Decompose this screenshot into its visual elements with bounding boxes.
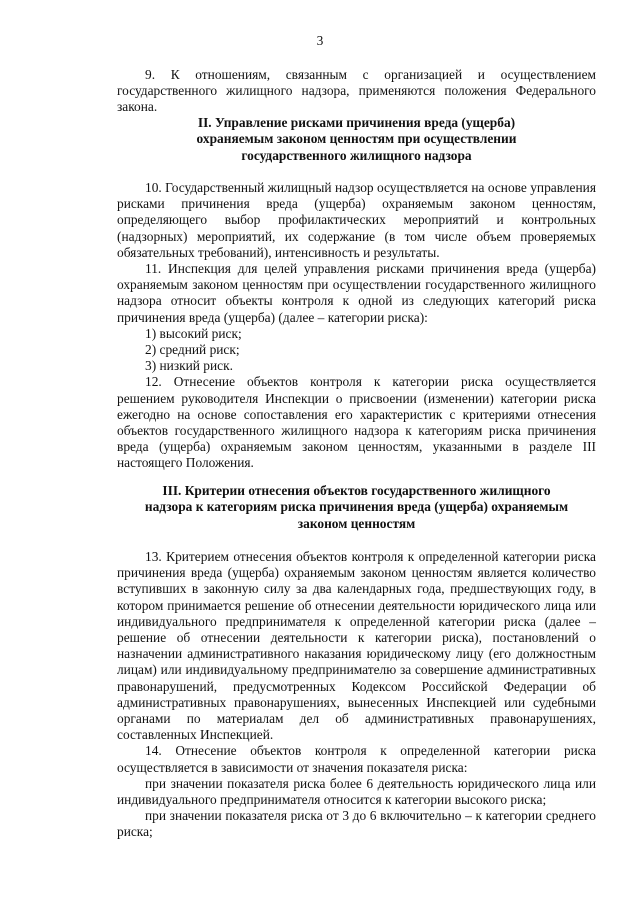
section-2-heading-line-2: охраняемым законом ценностям при осуществлении <box>196 131 517 147</box>
section-3-heading-line-1: III. Критерии отнесения объектов государственного жилищного <box>162 483 551 498</box>
section-2-heading-line-1: II. Управление рисками причинения вреда (ущерба) <box>197 115 516 130</box>
paragraph-14: 14. Отнесение объектов контроля к определенной категории риска осуществляется в зависимости от значения показателя риска: <box>117 743 596 775</box>
page-number: 3 <box>316 33 324 48</box>
paragraph-14-medium-risk: при значении показателя риска от 3 до 6 включительно – к категории среднего риска; <box>117 808 596 840</box>
risk-list-item-high: 1) высокий риск; <box>145 325 242 341</box>
paragraph-11: 11. Инспекция для целей управления рисками причинения вреда (ущерба) охраняемым законом ценностям при осуществлении государственного жилищного надзора относит объекты контроля к одной из следующих категорий риска причинения вреда (ущерба) (далее – категории риска): <box>117 261 596 325</box>
section-2-heading-line-3: государственного жилищного надзора <box>241 147 472 163</box>
section-3-heading <box>117 483 596 532</box>
paragraph-14-high-risk: при значении показателя риска более 6 деятельность юридического лица или индивидуального предпринимателя относится к категории высокого риска; <box>117 775 596 808</box>
paragraph-10: 10. Государственный жилищный надзор осуществляется на основе управления рисками причинения вреда (ущерба) охраняемым законом ценностям, определяющего выбор профилактических мероприятий и контрольных (надзорных) мероприятий, их содержание (в том числе объем проверяемых обязательных требований), интенсивность и результаты. <box>117 180 596 260</box>
section-2-body <box>117 180 596 472</box>
paragraph-9: 9. К отношениям, связанным с организацией и осуществлением государственного жилищного надзора, применяются положения Федерального закона. <box>117 67 596 115</box>
paragraph-13: 13. Критерием отнесения объектов контроля к определенной категории риска причинения вреда (ущерба) охраняемым законом ценностям является количество вступивших в законную силу за два календарных года, предшествующих году, в котором принимается решение об отнесении деятельности юридического лица или индивидуального предпринимателя к определенной категории риска (далее – решение об отнесении деятельности к категории риска), постановлений о назначении административного наказания юридическому лицу (его должностным лицам) или индивидуальному предпринимателю за совершение административных правонарушений, предусмотренных Кодексом Российской Федерации об административных правонарушениях, вынесенных Инспекцией или судебными органами по материалам дел об административных правонарушениях, составленных Инспекцией. <box>117 549 596 743</box>
paragraph-9-block <box>117 67 596 116</box>
paragraph-12: 12. Отнесение объектов контроля к категории риска осуществляется решением руководителя Инспекции о присвоении (изменении) категории риска ежегодно на основе сопоставления его характеристик с критериями отнесения объектов государственного жилищного надзора к категориям риска причинения вреда (ущерба) охраняемым законом ценностям, указанными в разделе III настоящего Положения. <box>117 374 596 471</box>
section-3-heading-line-3: законом ценностям <box>297 515 416 531</box>
risk-list-item-low: 3) низкий риск. <box>145 358 233 374</box>
section-3-heading-line-2: надзора к категориям риска причинения вреда (ущерба) охраняемым <box>144 499 569 515</box>
section-3-body <box>117 549 596 841</box>
section-2-heading <box>117 115 596 164</box>
risk-list-item-medium: 2) средний риск; <box>145 342 240 358</box>
